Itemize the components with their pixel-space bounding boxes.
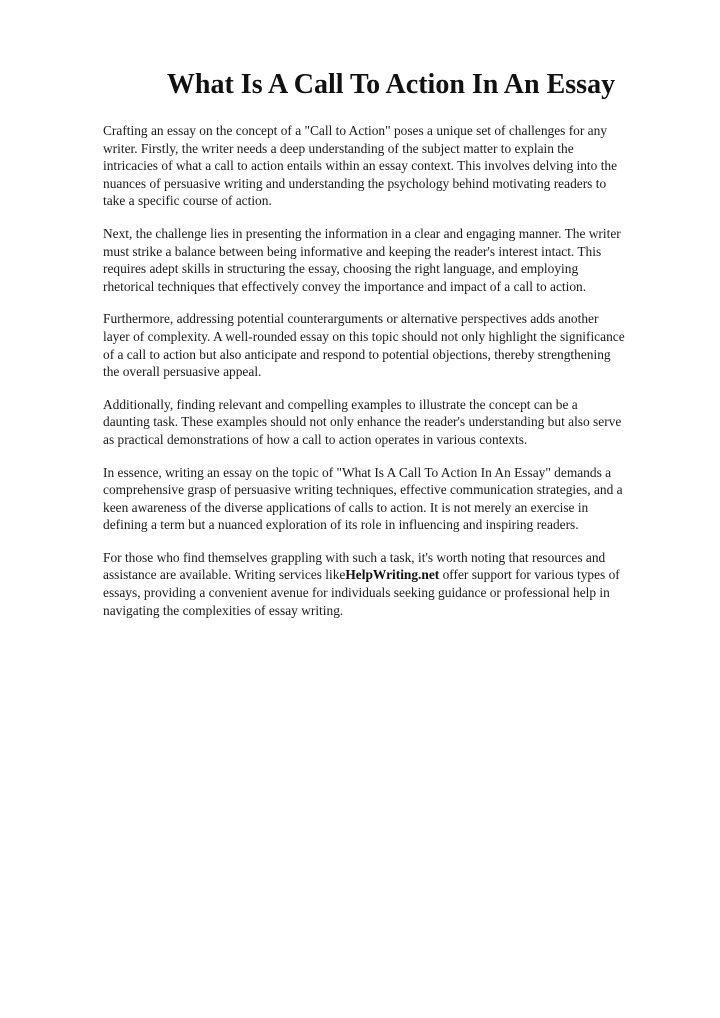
text-line: For those who find themselves grappling with such a task, it's worth noting that resources and (103, 549, 606, 565)
text-line-with-link (103, 566, 671, 584)
text-line: In essence, writing an essay on the topic of "What Is A Call To Action In An Essay" demands a (103, 464, 612, 480)
text-line: comprehensive grasp of persuasive writing techniques, effective communication strategies, and a (103, 482, 623, 498)
text-line: Crafting an essay on the concept of a "Call to Action" poses a unique set of challenges for any (103, 123, 608, 138)
text-line: essays, providing a convenient avenue for individuals seeking guidance or professional help in (103, 585, 610, 601)
text-line: navigating the complexities of essay writing. (103, 602, 344, 618)
text-line: intricacies of what a call to action entails within an essay context. This involves delving into the (103, 158, 618, 174)
text-line: Additionally, finding relevant and compelling examples to illustrate the concept can be a (103, 396, 578, 412)
text-line: writer. Firstly, the writer needs a deep understanding of the subject matter to explain the (103, 140, 574, 156)
paragraph-5 (103, 464, 671, 534)
text-line: take a specific course of action. (103, 193, 272, 209)
text-line: requires adept skills in structuring the essay, choosing the right language, and employing (103, 261, 579, 277)
text-line: the overall persuasive appeal. (103, 364, 262, 380)
text-line: defining a term but a nuanced exploration of its role in influencing and inspiring readers. (103, 517, 579, 533)
paragraph-1 (103, 122, 671, 210)
text-line: of a call to action but also anticipate and respond to potential objections, thereby strengthening (103, 346, 611, 362)
paragraph-2 (103, 225, 671, 295)
essay-body (103, 122, 671, 634)
text-line: must strike a balance between being informative and keeping the reader's interest intact. This (103, 243, 602, 259)
text-line: Furthermore, addressing potential counterarguments or alternative perspectives adds another (103, 311, 599, 327)
text-segment: offer support for various types of (439, 567, 620, 583)
text-line: as practical demonstrations of how a call to action operates in various contexts. (103, 431, 528, 447)
paragraph-closing (103, 549, 671, 619)
helpwriting-link[interactable]: HelpWriting.net (345, 567, 440, 583)
text-line: nuances of persuasive writing and understanding the psychology behind motivating readers to (103, 175, 607, 191)
text-line: rhetorical techniques that effectively convey the importance and impact of a call to action. (103, 278, 587, 294)
paragraph-4 (103, 396, 671, 449)
text-line: Next, the challenge lies in presenting the information in a clear and engaging manner. The writer (103, 225, 621, 241)
text-line: keen awareness of the diverse applications of calls to action. It is not merely an exercise in (103, 499, 589, 515)
page-title: What Is A Call To Action In An Essay (166, 69, 616, 100)
paragraph-3 (103, 310, 671, 380)
text-line: layer of complexity. A well-rounded essay on this topic should not only highlight the significance (103, 328, 625, 344)
text-segment: assistance are available. Writing services like (103, 567, 346, 583)
text-line: daunting task. These examples should not only enhance the reader's understanding but also serve (103, 414, 622, 430)
